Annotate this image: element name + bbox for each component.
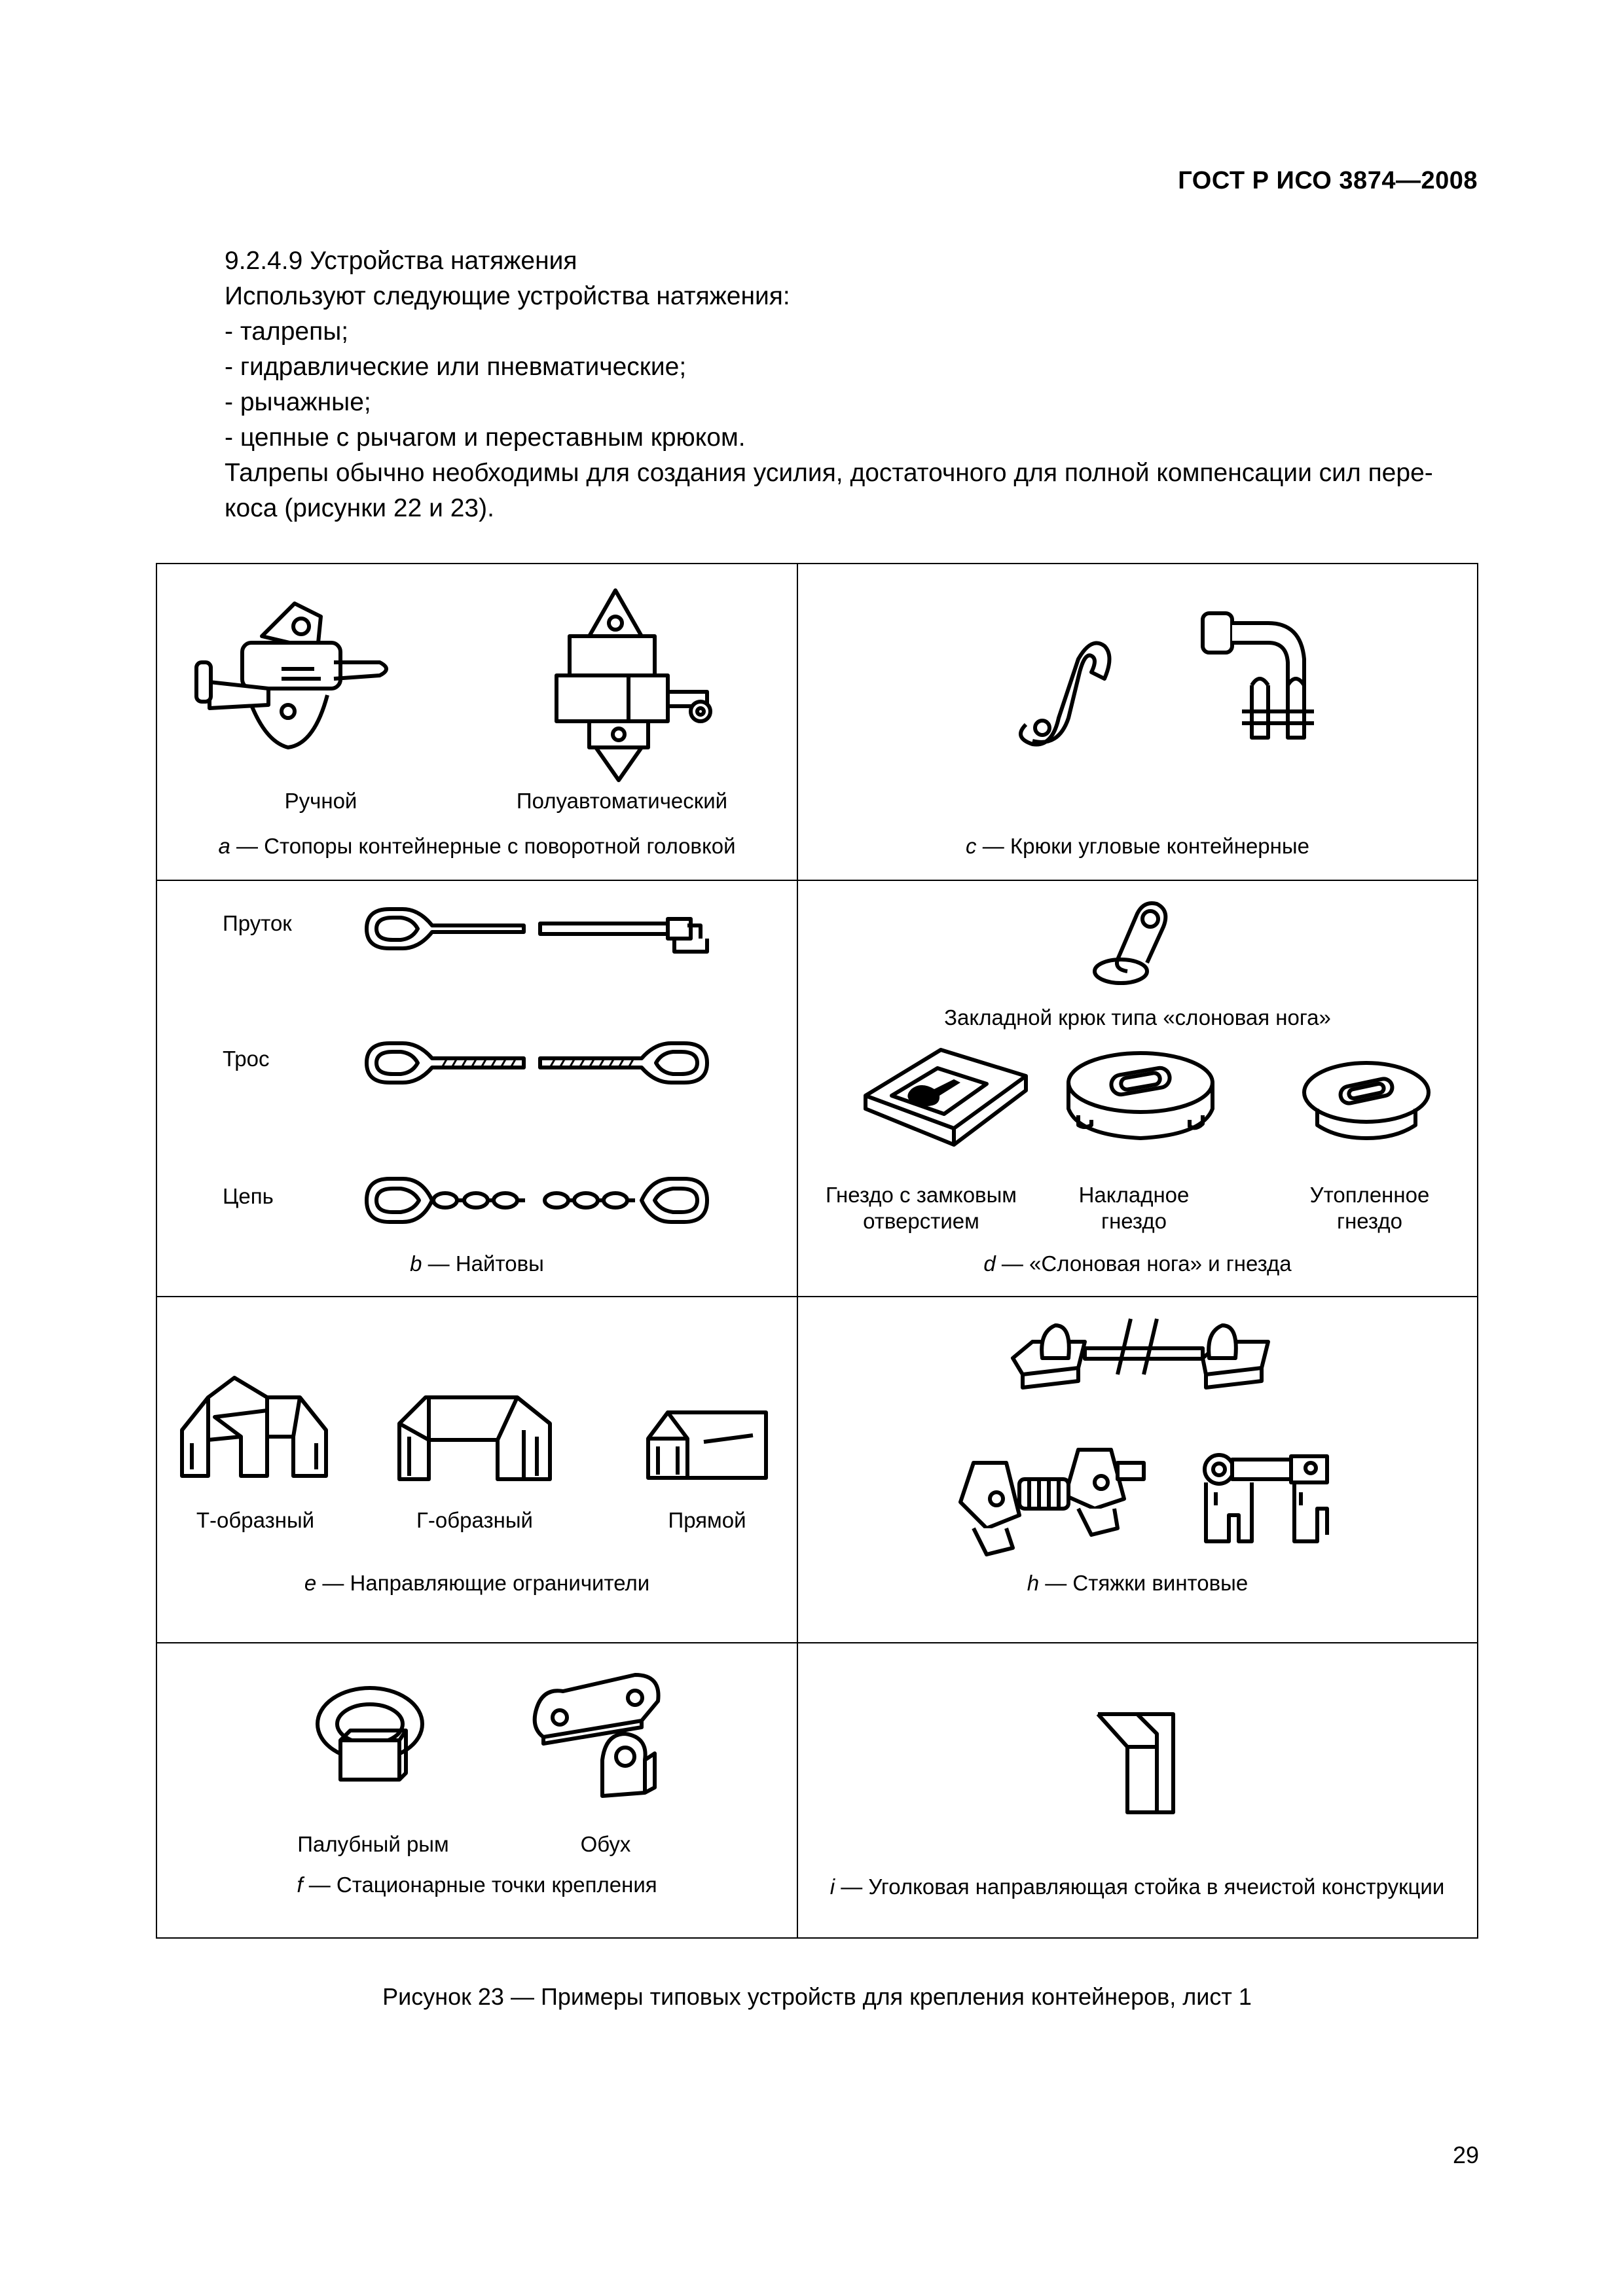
- caption-text: — Найтовы: [422, 1251, 544, 1276]
- caption-h: [797, 1571, 1478, 1596]
- bridge-clamp-drawing: [1006, 1312, 1275, 1397]
- label-elephant-foot: Закладной крюк типа «слоновая нога»: [944, 1005, 1331, 1030]
- paragraph: Талрепы обычно необходимы для создания усилия, достаточного для полной компенсации сил пере-коса (рисунки 22 и 23).: [225, 459, 1433, 522]
- semiautomatic-twistlock-drawing: [511, 584, 720, 787]
- wire-lashing-drawing: [360, 1033, 714, 1092]
- chain-lashing-drawing: [360, 1171, 714, 1230]
- straight-guide-drawing: [642, 1406, 773, 1491]
- cell-i-cell-guide: [797, 1642, 1478, 1939]
- caption-text: — Крюки угловые контейнерные: [976, 834, 1309, 858]
- caption-f: [157, 1873, 797, 1897]
- cell-guide-angle-drawing: [1091, 1708, 1183, 1819]
- figure-table: [156, 563, 1478, 1939]
- caption-letter: a: [218, 834, 230, 858]
- l-shaped-guide-drawing: [393, 1391, 556, 1489]
- caption-text: — Стопоры контейнерные с поворотной головкой: [230, 834, 736, 858]
- deck-ring-drawing: [308, 1681, 432, 1793]
- label-chain: Цепь: [223, 1184, 274, 1208]
- clamp-fitting-drawing: [1196, 1443, 1347, 1554]
- label-wire: Трос: [223, 1047, 270, 1071]
- cell-b-lashings: [157, 880, 797, 1296]
- caption-e: [157, 1571, 797, 1596]
- label-flush-socket: Утопленное гнездо: [1309, 1183, 1430, 1233]
- padeye-drawing: [524, 1668, 668, 1806]
- caption-b: [157, 1251, 797, 1276]
- cell-h-bridge-fittings: [797, 1296, 1478, 1642]
- caption-letter: b: [410, 1251, 422, 1276]
- flush-socket-drawing: [1298, 1056, 1435, 1148]
- page-number: 29: [1452, 2142, 1479, 2168]
- label-straight: Прямой: [668, 1508, 746, 1532]
- caption-letter: d: [983, 1251, 996, 1276]
- rod-lashing-drawing: [360, 899, 714, 958]
- caption-letter: i: [830, 1874, 835, 1899]
- turnbuckle-fittings-drawing: [947, 1437, 1150, 1568]
- figure-caption: Рисунок 23 — Примеры типовых устройств для крепления контейнеров, лист 1: [382, 1983, 1252, 2010]
- label-semiautomatic: Полуавтоматический: [516, 789, 728, 813]
- label-l-shaped: Г-образный: [416, 1508, 533, 1532]
- surface-socket-drawing: [1059, 1047, 1222, 1151]
- cell-a-twistlocks: [157, 564, 797, 880]
- caption-d: [797, 1251, 1478, 1276]
- label-deck-ring: Палубный рым: [297, 1832, 449, 1856]
- cell-e-guide-stops: [157, 1296, 797, 1642]
- cell-d-elephant-foot: [797, 880, 1478, 1296]
- list-item: - цепные с рычагом и переставным крюком.: [225, 423, 746, 452]
- caption-letter: e: [304, 1571, 317, 1595]
- cell-c-corner-hooks: [797, 564, 1478, 880]
- caption-letter: f: [297, 1873, 303, 1897]
- label-t-shaped: Т-образный: [196, 1508, 315, 1532]
- corner-fitting-hook-drawing: [1190, 607, 1321, 757]
- label-manual: Ручной: [284, 789, 357, 813]
- caption-letter: c: [966, 834, 977, 858]
- manual-twistlock-drawing: [183, 590, 406, 761]
- section-title: 9.2.4.9 Устройства натяжения: [225, 247, 577, 275]
- list-item: - рычажные;: [225, 388, 371, 416]
- caption-text: — Стяжки винтовые: [1039, 1571, 1249, 1595]
- caption-i: [823, 1873, 1451, 1901]
- caption-letter: h: [1027, 1571, 1040, 1595]
- label-padeye: Обух: [580, 1832, 631, 1856]
- keyhole-socket-drawing: [856, 1043, 1032, 1155]
- label-surface-socket: Накладное гнездо: [1078, 1183, 1190, 1233]
- label-keyhole-socket: Гнездо с замковым отверстием: [826, 1183, 1017, 1233]
- caption-c: [797, 834, 1478, 859]
- elephant-foot-hook-drawing: [1078, 894, 1176, 992]
- corner-hook-drawing: [1006, 620, 1124, 751]
- list-item: - талрепы;: [225, 317, 349, 346]
- cell-f-fixed-points: [157, 1642, 797, 1939]
- caption-a: [157, 834, 797, 859]
- body-text: [154, 243, 1463, 526]
- t-shaped-guide-drawing: [175, 1371, 333, 1486]
- caption-text: — Стационарные точки крепления: [302, 1873, 657, 1897]
- caption-text: — Уголковая направляющая стойка в ячеистой конструкции: [835, 1874, 1445, 1899]
- list-item: - гидравлические или пневматические;: [225, 353, 687, 381]
- caption-text: — Направляющие ограничители: [316, 1571, 650, 1595]
- intro-text: Используют следующие устройства натяжения:: [225, 282, 790, 310]
- caption-text: — «Слоновая нога» и гнезда: [995, 1251, 1292, 1276]
- document-header: ГОСТ Р ИСО 3874—2008: [1178, 167, 1478, 194]
- label-rod: Пруток: [223, 911, 292, 935]
